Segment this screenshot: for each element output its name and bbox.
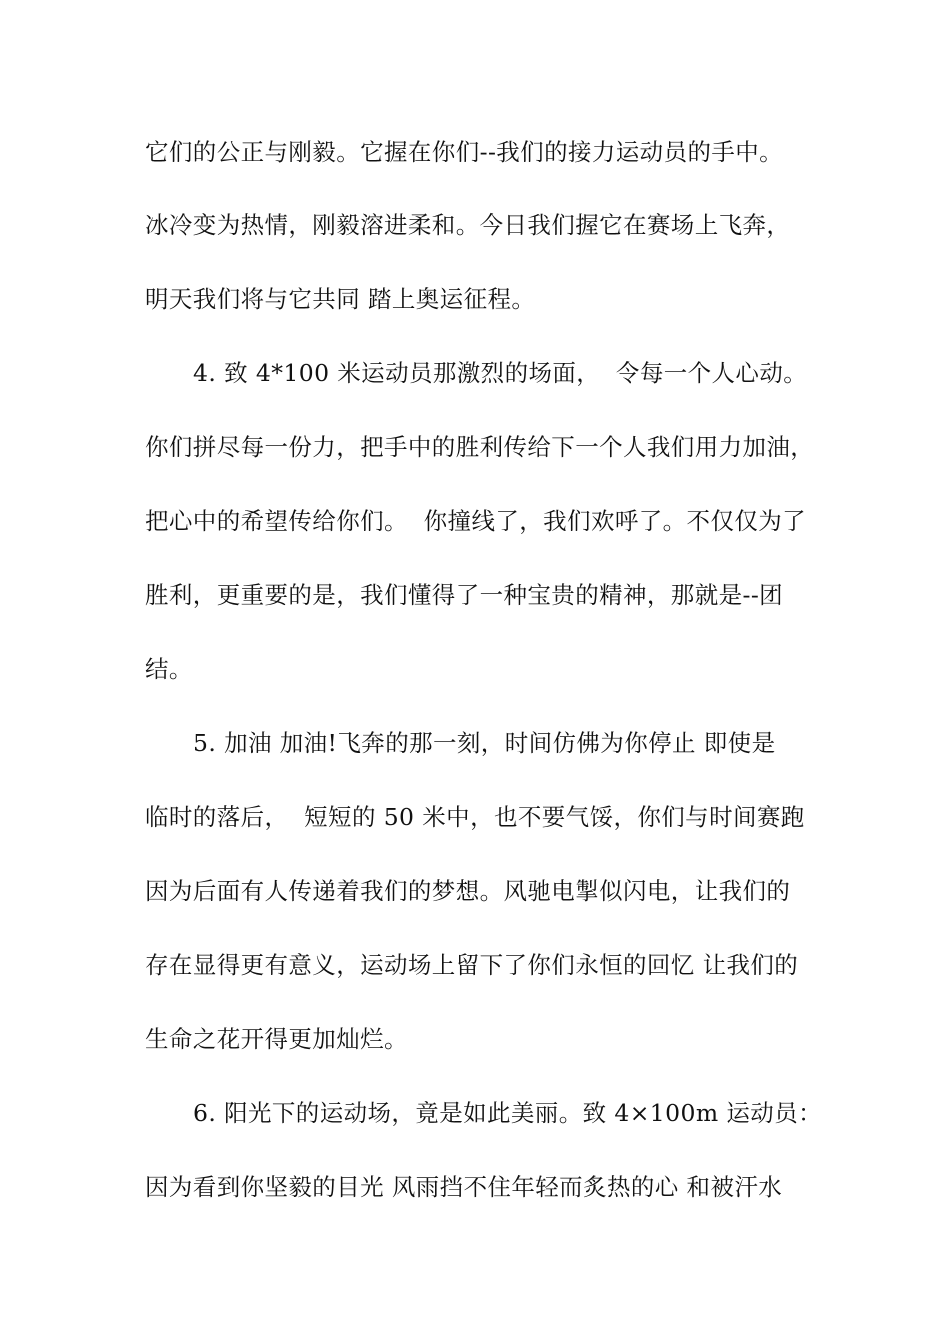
paragraph-4-start: 4. 致 4*100 米运动员那激烈的场面， 令每一个人心动。: [193, 359, 808, 387]
text-line-15: 因为看到你坚毅的目光 风雨挡不住年轻而炙热的心 和被汗水: [145, 1173, 783, 1201]
text-line-7: 胜利，更重要的是，我们懂得了一种宝贵的精神，那就是--团: [145, 581, 784, 609]
text-line-10: 临时的落后， 短短的 50 米中，也不要气馁，你们与时间赛跑: [145, 803, 805, 831]
text-line-3: 明天我们将与它共同 踏上奥运征程。: [145, 285, 536, 313]
paragraph-5-start: 5. 加油 加油!飞奔的那一刻，时间仿佛为你停止 即使是: [193, 729, 776, 757]
paragraph-6-start: 6. 阳光下的运动场，竟是如此美丽。致 4×100m 运动员：: [193, 1099, 823, 1127]
text-line-6: 把心中的希望传给你们。 你撞线了，我们欢呼了。不仅仅为了: [145, 507, 807, 535]
text-line-12: 存在显得更有意义，运动场上留下了你们永恒的回忆 让我们的: [145, 951, 799, 979]
text-line-8: 结。: [145, 655, 193, 683]
text-line-1: 它们的公正与刚毅。它握在你们--我们的接力运动员的手中。: [145, 138, 784, 166]
text-line-2: 冰冷变为热情，刚毅溶进柔和。今日我们握它在赛场上飞奔，: [145, 211, 791, 239]
text-line-13: 生命之花开得更加灿烂。: [145, 1025, 408, 1053]
text-line-5: 你们拼尽每一份力，把手中的胜利传给下一个人我们用力加油，: [145, 433, 815, 461]
text-line-11: 因为后面有人传递着我们的梦想。风驰电掣似闪电，让我们的: [145, 877, 791, 905]
